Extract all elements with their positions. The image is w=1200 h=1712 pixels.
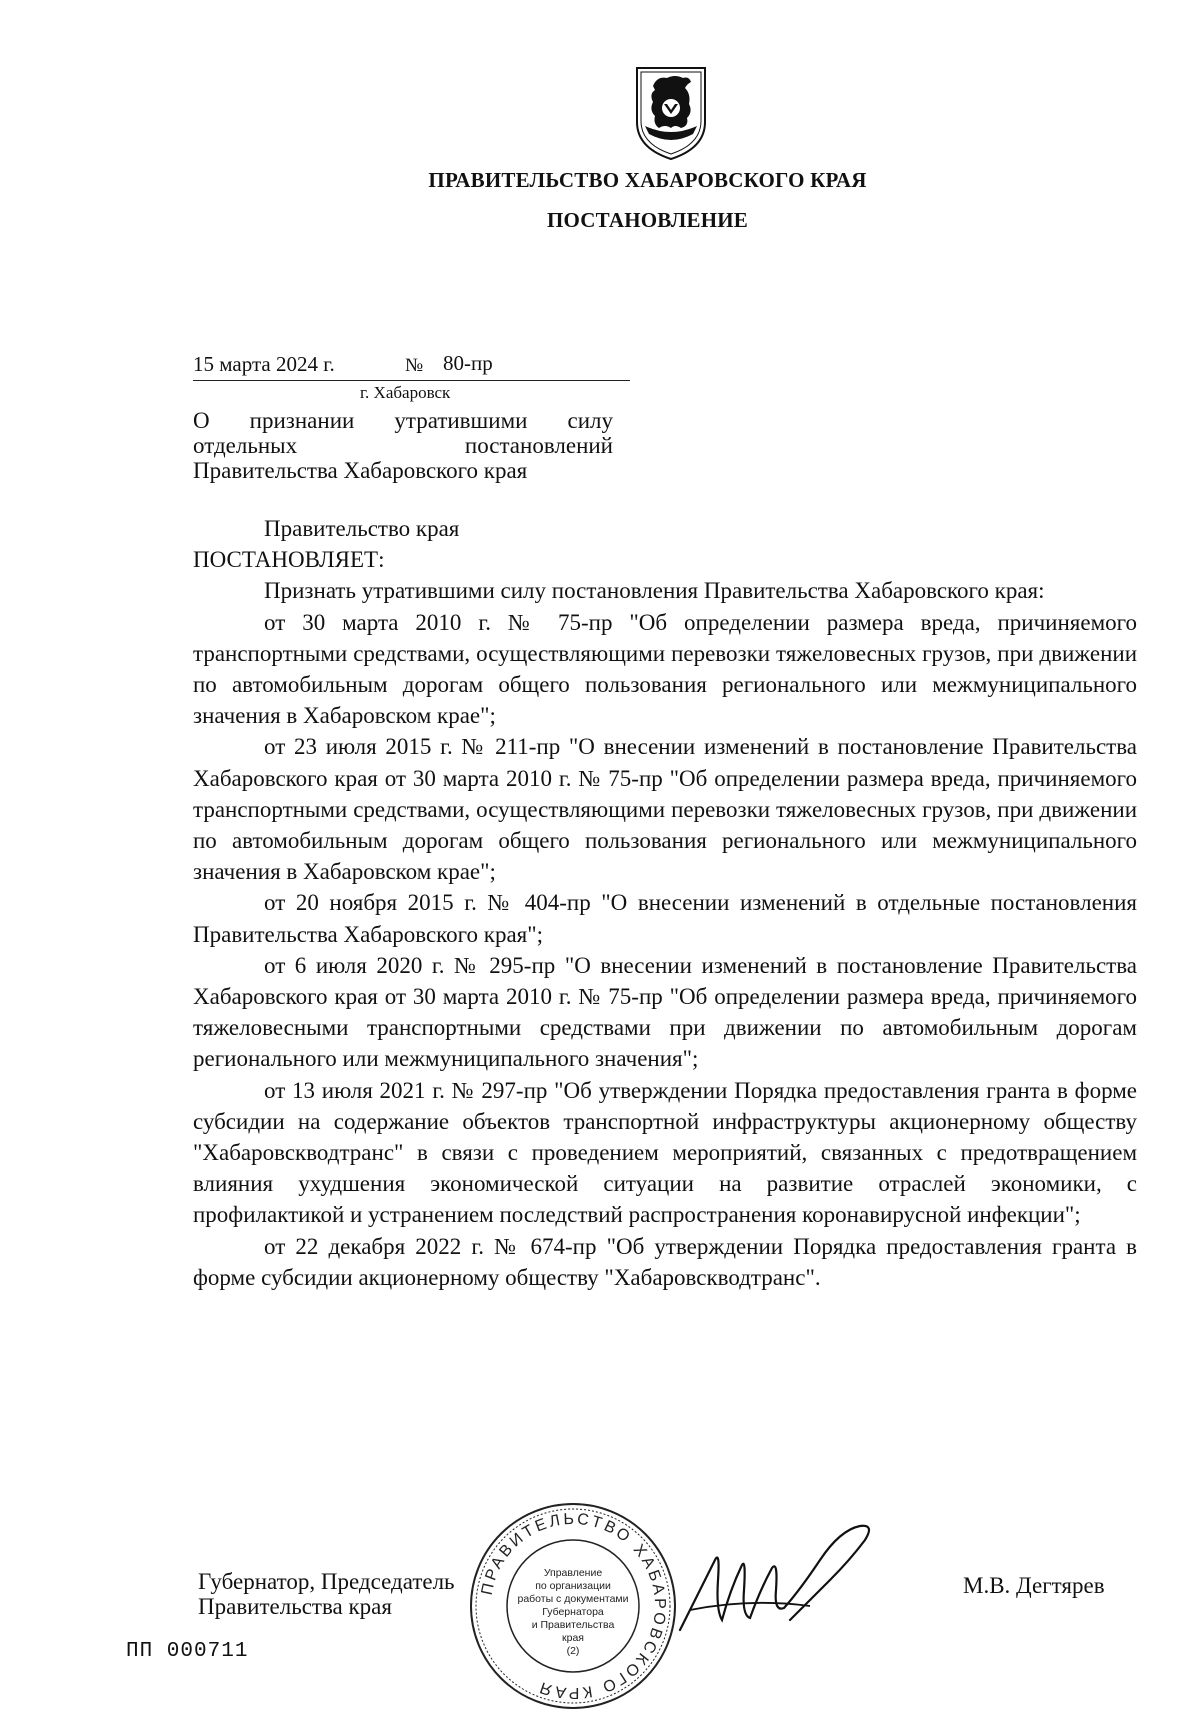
seal-ring-text: ПРАВИТЕЛЬСТВО ХАБАРОВСКОГО КРАЯ xyxy=(478,1510,669,1702)
preamble: Правительство края xyxy=(264,516,460,541)
preamble-decree: ПОСТАНОВЛЯЕТ: xyxy=(193,547,385,573)
registration-number: ПП 000711 xyxy=(126,1640,249,1663)
signatory-title-line: Правительства края xyxy=(198,1594,392,1619)
document-subject xyxy=(193,408,613,483)
subject-line: отдельных постановлений xyxy=(193,433,613,458)
seal-center-line: Губернатора xyxy=(542,1606,604,1618)
signatory-title xyxy=(198,1569,455,1619)
seal-center-line: и Правительства xyxy=(531,1619,615,1631)
seal-center-line: работы с документами xyxy=(517,1593,629,1605)
document-type: ПОСТАНОВЛЕНИЕ xyxy=(546,208,749,232)
number-sign: № xyxy=(405,355,424,376)
subject-line: Правительства Хабаровского края xyxy=(193,458,528,483)
government-name: ПРАВИТЕЛЬСТВО ХАБАРОВСКОГО КРАЯ xyxy=(428,168,867,192)
date-number-line xyxy=(193,350,630,381)
official-seal xyxy=(467,1500,679,1712)
repealed-item: от 13 июля 2021 г. № 297-пр "Об утверждении Порядка предоставления гранта в форме субсидии на содержание объектов транспортной инфраструктуры акционерному обществу "Хабаровскводтранс" в связи с проведением мероприятий, связанных с предотвращением влияния ухудшения экономической ситуации на развитие отраслей экономики, с профилактикой и устранением последствий распространения коронавирусной инфекции"; xyxy=(193,1077,1137,1228)
repealed-item: от 30 марта 2010 г. № 75-пр "Об определении размера вреда, причиняемого транспортными средствами, осуществляющими перевозки тяжеловесных грузов, при движении по автомобильным дорогам общего пользования регионального или межмуниципального значения в Хабаровском крае"; xyxy=(193,609,1137,729)
subject-line: О признании утратившими силу xyxy=(193,408,613,433)
document-body xyxy=(193,513,1137,1293)
signatory-title-line: Губернатор, Председатель xyxy=(198,1569,455,1594)
seal-center-line: по организации xyxy=(535,1580,611,1592)
handwritten-signature xyxy=(660,1520,880,1650)
coat-of-arms-icon xyxy=(631,64,711,162)
document-date: 15 марта 2024 г. xyxy=(193,352,335,376)
document-number: 80-пр xyxy=(443,351,493,375)
seal-center-line: Управление xyxy=(543,1567,603,1579)
repealed-item: от 6 июля 2020 г. № 295-пр "О внесении изменений в постановление Правительства Хабаровского края от 30 марта 2010 г. № 75-пр "Об определении размера вреда, причиняемого тяжеловесными транспортными средствами при движении по автомобильным дорогам регионального или межмуниципального значения"; xyxy=(193,952,1137,1072)
seal-center-line: (2) xyxy=(566,1645,580,1657)
repealed-item: от 20 ноября 2015 г. № 404-пр "О внесении изменений в отдельные постановления Правительства Хабаровского края"; xyxy=(193,890,1137,947)
repealed-item: от 23 июля 2015 г. № 211-пр "О внесении изменений в постановление Правительства Хабаровского края от 30 марта 2010 г. № 75-пр "Об определении размера вреда, причиняемого транспортными средствами, осуществляющими перевозки тяжеловесных грузов, при движении по автомобильным дорогам общего пользования регионального или межмуниципального значения в Хабаровском крае"; xyxy=(193,734,1137,885)
city: г. Хабаровск xyxy=(360,383,451,402)
signatory-name: М.В. Дегтярев xyxy=(963,1573,1105,1598)
repealed-item: от 22 декабря 2022 г. № 674-пр "Об утверждении Порядка предоставления гранта в форме субсидии акционерному обществу "Хабаровскводтранс". xyxy=(193,1233,1137,1290)
seal-center-line: края xyxy=(562,1632,584,1644)
intro-paragraph: Признать утратившими силу постановления Правительства Хабаровского края: xyxy=(264,578,1045,604)
